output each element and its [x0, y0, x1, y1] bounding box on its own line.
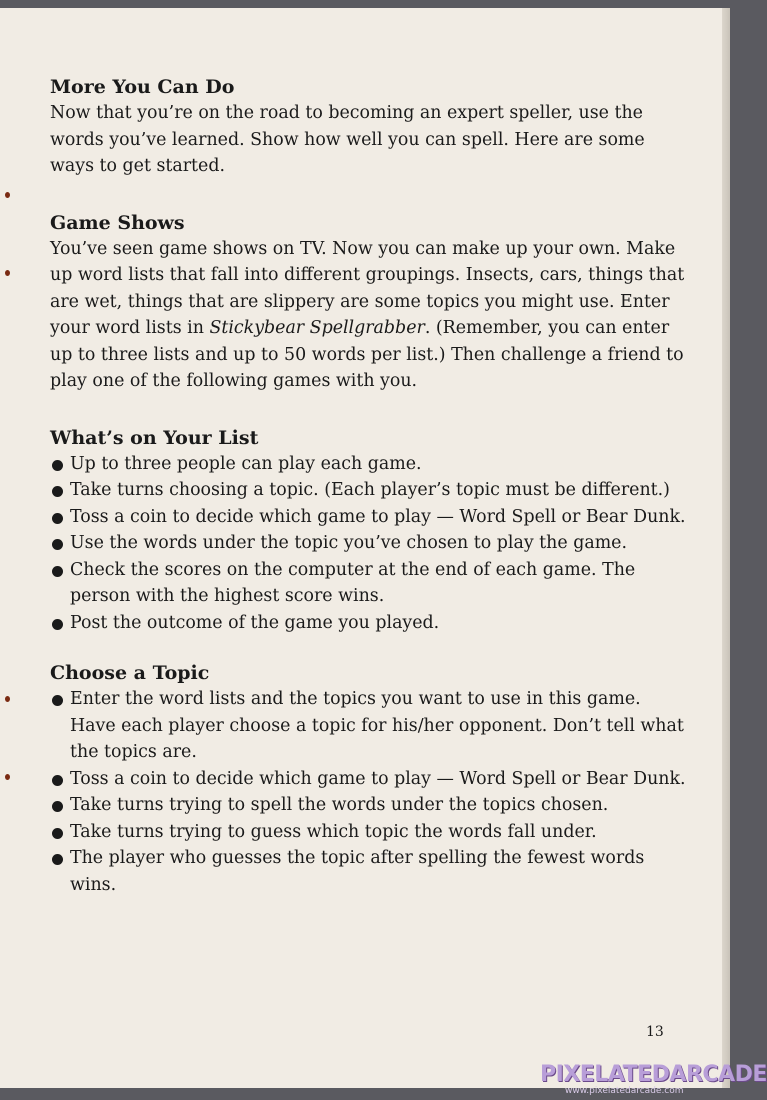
list-item: Check the scores on the computer at the end of each game. The person with the highest score wins.: [50, 557, 690, 610]
page-content: [50, 74, 690, 922]
watermark-url: www.pixelatedarcade.com: [565, 1086, 684, 1096]
section-choose-a-topic: [50, 660, 690, 898]
section-heading: Choose a Topic: [50, 662, 210, 684]
list-item: Up to three people can play each game.: [50, 451, 690, 478]
binding-hole: [5, 192, 10, 198]
page-number: 13: [646, 1024, 664, 1040]
binding-hole: [5, 270, 10, 276]
section-heading: What’s on Your List: [50, 426, 259, 449]
list-item: Toss a coin to decide which game to play — Word Spell or Bear Dunk.: [50, 504, 690, 531]
list-item: Take turns trying to spell the words under the topics chosen.: [50, 792, 690, 819]
bullet-list: [50, 451, 690, 637]
list-item: Enter the word lists and the topics you want to use in this game. Have each player choose a topic for his/her opponent. Don’t tell what the topics are.: [50, 686, 690, 766]
binding-hole: [5, 774, 10, 780]
list-item: Take turns choosing a topic. (Each player’s topic must be different.): [50, 477, 690, 504]
section-paragraph: Now that you’re on the road to becoming an expert speller, use the words you’ve learned. Show how well you can spell. Here are some ways to get started.: [50, 103, 645, 176]
list-item: Take turns trying to guess which topic the words fall under.: [50, 819, 690, 846]
section-heading: Game Shows: [50, 211, 185, 234]
section-heading: More You Can Do: [50, 76, 235, 98]
product-name: Stickybear Spellgrabber: [209, 318, 425, 338]
section-whats-on-your-list: [50, 425, 690, 637]
list-item: Use the words under the topic you’ve chosen to play the game.: [50, 530, 690, 557]
watermark-logo: PIXELATEDARCADE: [540, 1062, 767, 1087]
section-paragraph: [50, 236, 690, 395]
list-item: Toss a coin to decide which game to play — Word Spell or Bear Dunk.: [50, 766, 690, 793]
list-item: The player who guesses the topic after spelling the fewest words wins.: [50, 845, 690, 898]
paragraph-text: You’ve seen game shows on TV. Now you can make up your own. Make up word lists that fall into different groupings. Insects, cars, things that are wet, things that are slippery are some topics you might use. Enter your word lists in: [50, 238, 685, 338]
section-more-you-can-do: [50, 74, 690, 180]
binding-hole: [5, 696, 10, 702]
list-item: Post the outcome of the game you played.: [50, 610, 690, 637]
bullet-list: [50, 686, 690, 898]
paragraph-text: . (Remember, you can enter up to three lists and up to 50 words per list.) Then challenge a friend to play one of the following games with you.: [50, 318, 684, 391]
page-edge: [722, 8, 730, 1088]
section-game-shows: [50, 210, 690, 395]
